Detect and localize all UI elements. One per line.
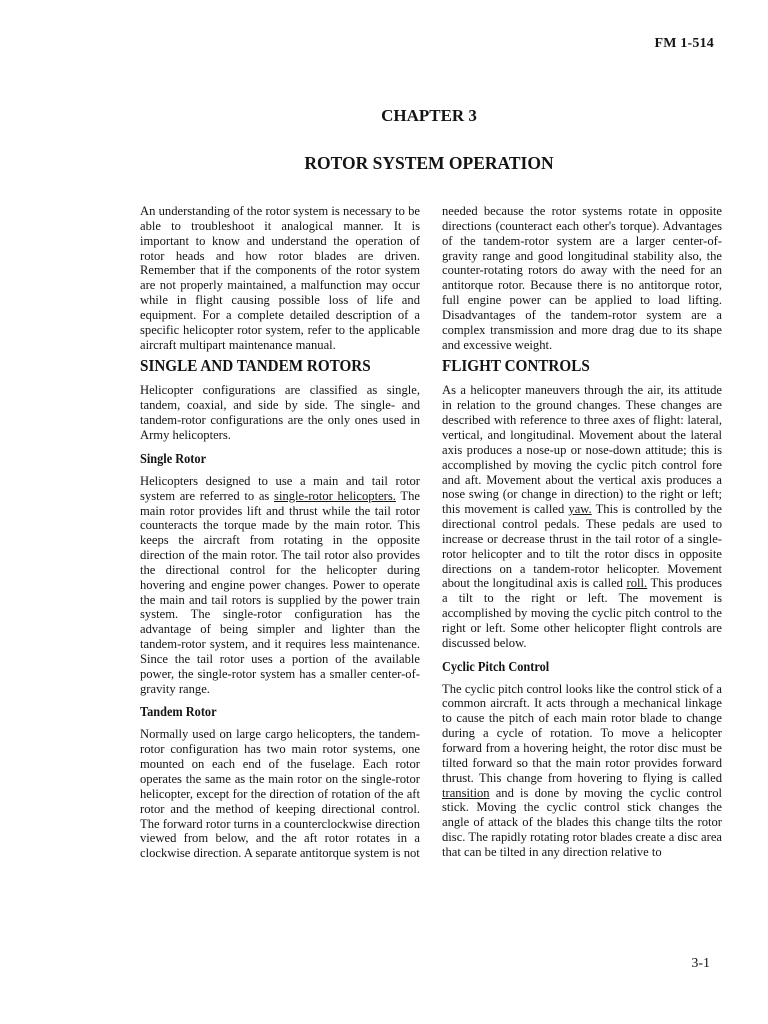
page-number: 3-1 [691, 956, 710, 971]
roll-term: roll. [626, 576, 648, 591]
configurations-paragraph: Helicopter configurations are classified as single, tandem, coaxial, and side by side. The single- and tandem-rotor configurations are the only ones used in Army helicopters. [140, 383, 420, 442]
subheading-tandem-rotor: Tandem Rotor [140, 704, 217, 720]
single-rotor-paragraph [140, 474, 420, 697]
right-column [442, 204, 722, 860]
cyclic-text-end: and is done by moving the cyclic control stick. Moving the cyclic control stick changes the angle of attack of the blades this change tilts the rotor disc. The rapidly rotating rotor blades create a disc area that can be tilted in any direction relative to [442, 785, 722, 859]
flight-controls-text-middle: This is controlled by the directional control pedals. These pedals are used to increase or decrease thrust in the tail rotor of a single-rotor helicopter and to tilt the rotor discs in opposite directions on a tandem-rotor helicopter. Movement about the longitudinal axis is called [442, 502, 723, 591]
flight-controls-paragraph [442, 383, 722, 650]
section-heading-flight-controls: FLIGHT CONTROLS [442, 356, 590, 376]
cyclic-pitch-paragraph [442, 682, 722, 860]
cyclic-text-start: The cyclic pitch control looks like the control stick of a common aircraft. It acts through a mechanical linkage to cause the pitch of each main rotor blade to change during a cycle of rotation. To move a helicopter forward from a hovering height, the rotor disc must be tilted forward so that the main rotor provides forward thrust. This change from hovering to flying is called [442, 681, 722, 785]
subheading-cyclic-pitch-control: Cyclic Pitch Control [442, 658, 550, 674]
transition-term: transition [442, 785, 490, 800]
section-heading-single-tandem: SINGLE AND TANDEM ROTORS [140, 356, 371, 376]
document-id: FM 1-514 [654, 36, 714, 51]
flight-controls-text-end: This produces a tilt to the right or left. The movement is accomplished by moving the cyclic pitch control to the right or left. Some other helicopter flight controls are discussed below. [442, 576, 722, 650]
chapter-title: ROTOR SYSTEM OPERATION [304, 153, 554, 173]
chapter-label: CHAPTER 3 [381, 106, 477, 125]
tandem-rotor-paragraph: Normally used on large cargo helicopters, the tandem-rotor configuration has two main rotor systems, one mounted on each end of the fuselage. Each rotor operates the same as the main rotor on the single-rotor helicopter, except for the direction of rotation of the aft rotor and the method of keeping directional control. The forward rotor turns in a counterclockwise direction viewed from below, and the aft rotor rotates in a clockwise direction. A separate antitorque system is not [140, 727, 420, 861]
tandem-continuation-paragraph: needed because the rotor systems rotate in opposite directions (counteract each other's torque). Advantages of the tandem-rotor system are a larger center-of-gravity range and good longitudinal stability also, the counter-rotating rotors do away with the need for an antitorque rotor. Because there is no antitorque rotor, full engine power can be applied to load lifting. Disadvantages of the tandem-rotor system are a complex transmission and more drag due to its shape and excessive weight. [442, 204, 722, 352]
single-rotor-text-end: The main rotor provides lift and thrust while the tail rotor counteracts the torque made by the main rotor. This keeps the aircraft from rotating in the opposite direction of the main rotor. The tail rotor also provides the directional control for the helicopter during hovering and engine power changes. Power to operate the main and tail rotors is supplied by the power train system. The single-rotor configuration has the advantage of being simpler and lighter than the tandem-rotor system, and it requires less maintenance. Since the tail rotor uses a portion of the available power, the single-rotor system has a smaller center-of-gravity range. [140, 488, 420, 696]
yaw-term: yaw. [568, 502, 592, 517]
intro-paragraph: An understanding of the rotor system is necessary to be able to troubleshoot it analogical manner. It is important to know and understand the operation of rotor heads and how rotor blades are driven. Remember that if the components of the rotor system are not properly maintained, a malfunction may occur while in flight causing possible loss of life and equipment. For a complete detailed description of a specific helicopter rotor system, refer to the applicable aircraft multipart maintenance manual. [140, 204, 420, 352]
subheading-single-rotor: Single Rotor [140, 450, 207, 466]
single-rotor-term: single-rotor helicopters. [274, 488, 396, 503]
flight-controls-text-start: As a helicopter maneuvers through the air, its attitude in relation to the ground changes. These changes are described with reference to three axes of flight: lateral, vertical, and longitudinal. Movement about the lateral axis produces a nose-up or nose-down attitude; this is accomplished by moving the cyclic pitch control fore and aft. Movement about the vertical axis produces a nose swing (or change in direction) to the right or left; this movement is called [442, 383, 722, 517]
single-rotor-text-start: Helicopters designed to use a main and tail rotor system are referred to as [140, 473, 420, 503]
left-column [140, 204, 420, 861]
